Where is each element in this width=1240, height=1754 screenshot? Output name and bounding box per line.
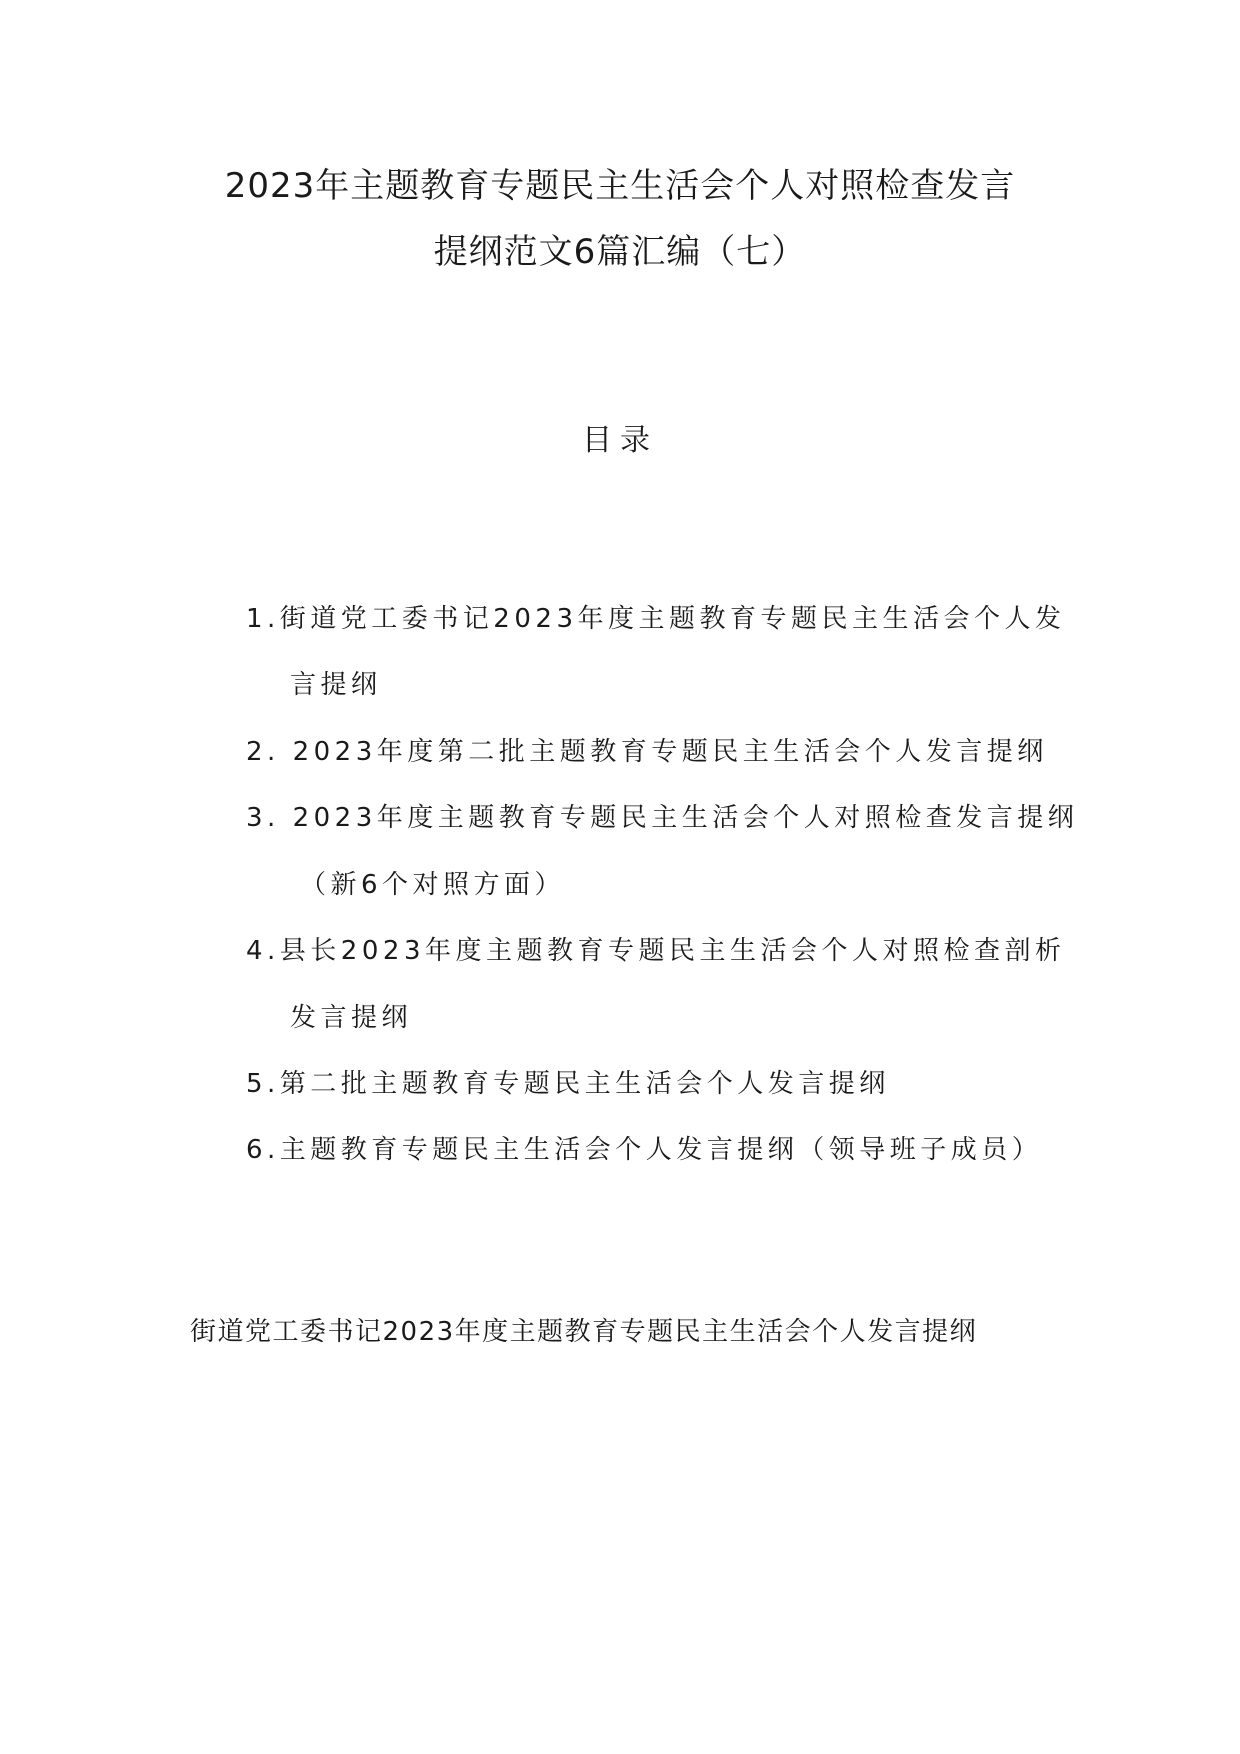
document-title-line-1: 2023年主题教育专题民主生活会个人对照检查发言 (224, 166, 1016, 206)
toc-item-6[interactable] (246, 1129, 1042, 1166)
toc-item-text: .县长2023年度主题教育专题民主生活会个人对照检查剖析 (267, 936, 1066, 966)
toc-item-1-continuation: 言提纲 (290, 670, 382, 700)
toc-item-5[interactable] (246, 1063, 890, 1100)
toc-heading: 目录 (582, 423, 658, 458)
toc-item-number: 2 (246, 737, 268, 767)
toc-item-4[interactable] (246, 930, 1065, 967)
section-title: 街道党工委书记2023年度主题教育专题民主生活会个人发言提纲 (190, 1317, 978, 1347)
toc-item-text: .主题教育专题民主生活会个人发言提纲（领导班子成员） (267, 1135, 1043, 1165)
toc-item-text: .第二批主题教育专题民主生活会个人发言提纲 (267, 1069, 890, 1099)
toc-item-text: .街道党工委书记2023年度主题教育专题民主生活会个人发 (267, 604, 1066, 634)
toc-item-1[interactable] (246, 598, 1065, 635)
toc-item-3[interactable] (246, 797, 1078, 834)
toc-item-text: . 2023年度主题教育专题民主生活会个人对照检查发言提纲 (267, 803, 1079, 833)
toc-item-number: 6 (246, 1135, 268, 1165)
document-title-line-2: 提纲范文6篇汇编（七） (433, 232, 807, 272)
toc-item-number: 3 (246, 803, 268, 833)
toc-item-number: 5 (246, 1069, 268, 1099)
toc-item-2[interactable] (246, 731, 1048, 768)
toc-item-4-continuation: 发言提纲 (290, 1003, 413, 1033)
toc-item-number: 4 (246, 936, 268, 966)
toc-item-text: . 2023年度第二批主题教育专题民主生活会个人发言提纲 (267, 737, 1048, 767)
toc-item-3-continuation: （新6个对照方面） (300, 870, 566, 900)
toc-item-number: 1 (246, 604, 268, 634)
